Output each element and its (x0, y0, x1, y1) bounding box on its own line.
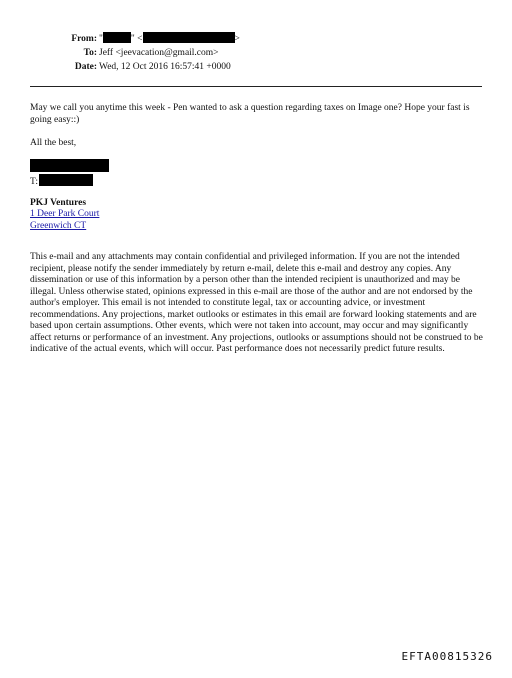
message-text: May we call you anytime this week - Pen wanted to ask a question regarding taxes on Image one? Hope your fast is going easy::) (30, 103, 470, 125)
from-bracket-close: > (234, 34, 240, 44)
to-row (0, 46, 512, 60)
to-label: To: (83, 48, 97, 58)
address-link-1[interactable]: 1 Deer Park Court (30, 209, 100, 219)
redaction-box (39, 174, 93, 186)
date-label: Date: (74, 62, 97, 72)
company-name: PKJ Ventures (30, 197, 87, 208)
email-body (30, 103, 485, 356)
header-divider (30, 86, 482, 87)
date-row (0, 60, 512, 74)
redaction-box (103, 32, 131, 43)
from-label: From: (71, 34, 97, 44)
from-value (99, 32, 240, 46)
to-value: Jeff <jeevacation@gmail.com> (99, 48, 219, 58)
address-line-2[interactable] (30, 221, 485, 233)
disclaimer-text: This e-mail and any attachments may contain confidential and privileged information. If you are not the intended recipient, please notify the sender immediately by return e-mail, delete this e-mail and destroy any copies. Any dissemination or use of this information by a person other than the intended recipient is unauthorized and may be illegal. Unless otherwise stated, opinions expressed in this e-mail are those of the author and are not endorsed by the author's employer. This email is not intended to constitute legal, tax or accounting advice, or investment recommendations. Any projections, market outlooks or estimates in this email are forward looking statements and are based upon certain assumptions. Other events, which were not taken into account, may occur and may significantly affect returns or performance of an investment. Any projections, outlooks or assumptions should not be construed to be indicative of the actual events, which will occur. Past performance does not necessarily predict future results. (30, 252, 483, 354)
address-link-2[interactable]: Greenwich CT (30, 220, 87, 231)
document-id: EFTA00815326 (401, 650, 493, 663)
from-quote-close: " < (130, 34, 143, 44)
date-value: Wed, 12 Oct 2016 16:57:41 +0000 (99, 62, 231, 72)
signoff-text: All the best, (30, 138, 77, 148)
email-header (0, 32, 512, 74)
phone-label: T: (30, 176, 38, 187)
from-row (0, 32, 512, 46)
redaction-box (143, 32, 235, 43)
address-line-1[interactable] (30, 209, 485, 221)
from-quote-open: " (99, 34, 103, 44)
redaction-box (30, 159, 109, 172)
phone-line (30, 174, 485, 187)
